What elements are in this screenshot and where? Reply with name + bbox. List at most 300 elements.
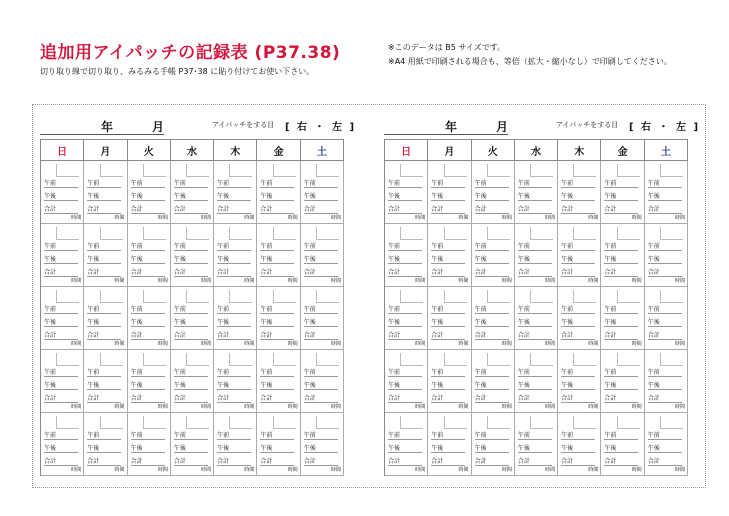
day-cell bbox=[472, 413, 515, 476]
date-box bbox=[316, 164, 339, 177]
day-cell bbox=[257, 224, 300, 287]
am-row: 午前 bbox=[431, 180, 465, 188]
pm-row: 午後 bbox=[648, 445, 682, 453]
date-box bbox=[186, 416, 209, 429]
hours-label: 時間 bbox=[114, 341, 125, 347]
pm-row: 午後 bbox=[604, 193, 638, 201]
total-row: 合計 bbox=[604, 269, 638, 277]
pm-row: 午後 bbox=[518, 193, 552, 201]
pm-row: 午後 bbox=[518, 319, 552, 327]
total-row: 合計 bbox=[44, 206, 78, 214]
pm-row: 午後 bbox=[518, 382, 552, 390]
total-row: 合計 bbox=[174, 458, 208, 466]
total-row: 合計 bbox=[87, 269, 121, 277]
eye-side-choice: [ 右 ・ 左 ] bbox=[285, 122, 357, 133]
hours-label: 時間 bbox=[631, 404, 642, 410]
pm-row: 午後 bbox=[604, 445, 638, 453]
calendar-header bbox=[384, 112, 701, 139]
date-box bbox=[186, 227, 209, 240]
am-row: 午前 bbox=[648, 180, 682, 188]
day-cell bbox=[214, 413, 257, 476]
day-cell bbox=[558, 413, 601, 476]
pm-row: 午後 bbox=[131, 319, 165, 327]
am-row: 午前 bbox=[131, 180, 165, 188]
month-label: 月 bbox=[152, 120, 165, 134]
day-cell bbox=[385, 413, 428, 476]
am-row: 午前 bbox=[87, 369, 121, 377]
am-row: 午前 bbox=[475, 369, 509, 377]
hours-label: 時間 bbox=[501, 404, 512, 410]
day-cell bbox=[171, 413, 214, 476]
pm-row: 午後 bbox=[174, 256, 208, 264]
am-row: 午前 bbox=[174, 180, 208, 188]
hours-label: 時間 bbox=[458, 467, 469, 473]
total-row: 合計 bbox=[648, 458, 682, 466]
pm-row: 午後 bbox=[304, 382, 338, 390]
hours-label: 時間 bbox=[114, 215, 125, 221]
year-label: 年 bbox=[445, 120, 458, 134]
day-cell bbox=[301, 350, 344, 413]
day-cell bbox=[472, 161, 515, 224]
hours-label: 時間 bbox=[588, 467, 599, 473]
date-box bbox=[400, 416, 423, 429]
pm-row: 午後 bbox=[431, 445, 465, 453]
pm-row: 午後 bbox=[604, 382, 638, 390]
total-row: 合計 bbox=[475, 332, 509, 340]
day-cell bbox=[515, 161, 558, 224]
day-cell bbox=[515, 224, 558, 287]
total-row: 合計 bbox=[388, 395, 422, 403]
day-cell bbox=[41, 224, 84, 287]
date-box bbox=[444, 290, 467, 303]
pm-row: 午後 bbox=[217, 256, 251, 264]
total-row: 合計 bbox=[260, 269, 294, 277]
hours-label: 時間 bbox=[114, 278, 125, 284]
total-row: 合計 bbox=[131, 269, 165, 277]
month-label: 月 bbox=[496, 120, 509, 134]
hours-label: 時間 bbox=[201, 341, 212, 347]
pm-row: 午後 bbox=[475, 319, 509, 327]
date-box bbox=[186, 290, 209, 303]
day-header: 金 bbox=[257, 140, 300, 161]
day-cell bbox=[515, 350, 558, 413]
total-row: 合計 bbox=[217, 395, 251, 403]
date-box bbox=[229, 416, 252, 429]
date-box bbox=[444, 416, 467, 429]
date-box bbox=[273, 353, 296, 366]
date-box bbox=[100, 416, 123, 429]
total-row: 合計 bbox=[604, 206, 638, 214]
am-row: 午前 bbox=[217, 243, 251, 251]
am-row: 午前 bbox=[475, 180, 509, 188]
total-row: 合計 bbox=[44, 332, 78, 340]
date-box bbox=[660, 416, 683, 429]
day-cell bbox=[601, 161, 644, 224]
total-row: 合計 bbox=[561, 269, 595, 277]
hours-label: 時間 bbox=[545, 404, 556, 410]
day-cell bbox=[301, 161, 344, 224]
eye-side-choice: [ 右 ・ 左 ] bbox=[629, 122, 701, 133]
day-cell bbox=[257, 287, 300, 350]
date-box bbox=[617, 290, 640, 303]
am-row: 午前 bbox=[431, 306, 465, 314]
day-cell bbox=[214, 224, 257, 287]
hours-label: 時間 bbox=[588, 341, 599, 347]
pm-row: 午後 bbox=[131, 382, 165, 390]
am-row: 午前 bbox=[648, 306, 682, 314]
date-box bbox=[100, 164, 123, 177]
day-header: 土 bbox=[301, 140, 344, 161]
am-row: 午前 bbox=[431, 432, 465, 440]
day-cell bbox=[385, 224, 428, 287]
date-box bbox=[660, 227, 683, 240]
total-row: 合計 bbox=[87, 332, 121, 340]
hours-label: 時間 bbox=[287, 341, 298, 347]
pm-row: 午後 bbox=[648, 382, 682, 390]
total-row: 合計 bbox=[131, 206, 165, 214]
calendar-left bbox=[40, 112, 357, 476]
pm-row: 午後 bbox=[604, 319, 638, 327]
day-cell bbox=[558, 224, 601, 287]
day-cell bbox=[558, 287, 601, 350]
hours-label: 時間 bbox=[287, 278, 298, 284]
total-row: 合計 bbox=[304, 206, 338, 214]
date-box bbox=[660, 290, 683, 303]
total-row: 合計 bbox=[131, 458, 165, 466]
date-box bbox=[316, 227, 339, 240]
date-box bbox=[229, 290, 252, 303]
day-header: 日 bbox=[41, 140, 84, 161]
pm-row: 午後 bbox=[604, 256, 638, 264]
total-row: 合計 bbox=[561, 206, 595, 214]
total-row: 合計 bbox=[648, 332, 682, 340]
hours-label: 時間 bbox=[674, 341, 685, 347]
day-cell bbox=[128, 161, 171, 224]
day-cell bbox=[84, 350, 127, 413]
day-cell bbox=[128, 413, 171, 476]
total-row: 合計 bbox=[87, 395, 121, 403]
pm-row: 午後 bbox=[87, 445, 121, 453]
day-cell bbox=[257, 413, 300, 476]
hours-label: 時間 bbox=[71, 467, 82, 473]
hours-label: 時間 bbox=[458, 278, 469, 284]
pm-row: 午後 bbox=[87, 382, 121, 390]
date-box bbox=[487, 353, 510, 366]
calendar-header bbox=[40, 112, 357, 139]
day-header: 火 bbox=[472, 140, 515, 161]
am-row: 午前 bbox=[561, 369, 595, 377]
date-box bbox=[56, 290, 79, 303]
am-row: 午前 bbox=[260, 369, 294, 377]
am-row: 午前 bbox=[260, 243, 294, 251]
day-cell bbox=[428, 224, 471, 287]
am-row: 午前 bbox=[217, 180, 251, 188]
day-cell bbox=[214, 161, 257, 224]
am-row: 午前 bbox=[518, 180, 552, 188]
date-box bbox=[487, 164, 510, 177]
pm-row: 午後 bbox=[131, 445, 165, 453]
am-row: 午前 bbox=[217, 432, 251, 440]
hours-label: 時間 bbox=[330, 341, 341, 347]
day-cell bbox=[385, 350, 428, 413]
hours-label: 時間 bbox=[458, 404, 469, 410]
day-cell bbox=[601, 413, 644, 476]
date-box bbox=[400, 353, 423, 366]
pm-row: 午後 bbox=[260, 382, 294, 390]
date-box bbox=[273, 290, 296, 303]
hours-label: 時間 bbox=[71, 341, 82, 347]
date-box bbox=[617, 353, 640, 366]
day-cell bbox=[128, 350, 171, 413]
am-row: 午前 bbox=[174, 369, 208, 377]
total-row: 合計 bbox=[304, 269, 338, 277]
am-row: 午前 bbox=[217, 306, 251, 314]
pm-row: 午後 bbox=[87, 319, 121, 327]
am-row: 午前 bbox=[561, 180, 595, 188]
am-row: 午前 bbox=[561, 306, 595, 314]
date-box bbox=[444, 164, 467, 177]
am-row: 午前 bbox=[518, 306, 552, 314]
hours-label: 時間 bbox=[330, 215, 341, 221]
hours-label: 時間 bbox=[201, 404, 212, 410]
date-box bbox=[617, 227, 640, 240]
hours-label: 時間 bbox=[287, 467, 298, 473]
am-row: 午前 bbox=[388, 369, 422, 377]
total-row: 合計 bbox=[388, 269, 422, 277]
total-row: 合計 bbox=[260, 395, 294, 403]
day-cell bbox=[257, 350, 300, 413]
pm-row: 午後 bbox=[304, 445, 338, 453]
year-month-field bbox=[384, 114, 508, 135]
day-header: 火 bbox=[128, 140, 171, 161]
total-row: 合計 bbox=[260, 332, 294, 340]
calendar-grid bbox=[384, 139, 688, 476]
day-cell bbox=[601, 350, 644, 413]
day-header: 月 bbox=[84, 140, 127, 161]
total-row: 合計 bbox=[304, 395, 338, 403]
am-row: 午前 bbox=[304, 369, 338, 377]
am-row: 午前 bbox=[131, 306, 165, 314]
date-box bbox=[100, 227, 123, 240]
am-row: 午前 bbox=[604, 180, 638, 188]
day-cell bbox=[645, 287, 688, 350]
date-box bbox=[100, 290, 123, 303]
pm-row: 午後 bbox=[87, 256, 121, 264]
hours-label: 時間 bbox=[545, 467, 556, 473]
pm-row: 午後 bbox=[174, 445, 208, 453]
date-box bbox=[56, 353, 79, 366]
day-header: 月 bbox=[428, 140, 471, 161]
date-box bbox=[143, 227, 166, 240]
day-cell bbox=[601, 287, 644, 350]
am-row: 午前 bbox=[44, 432, 78, 440]
day-cell bbox=[301, 413, 344, 476]
am-row: 午前 bbox=[604, 369, 638, 377]
hours-label: 時間 bbox=[674, 404, 685, 410]
date-box bbox=[273, 416, 296, 429]
date-box bbox=[400, 227, 423, 240]
day-cell bbox=[171, 224, 214, 287]
total-row: 合計 bbox=[87, 458, 121, 466]
hours-label: 時間 bbox=[157, 404, 168, 410]
am-row: 午前 bbox=[44, 180, 78, 188]
note-size: ※このデータは B5 サイズです。 bbox=[388, 43, 506, 52]
year-month-field bbox=[40, 114, 164, 135]
day-cell bbox=[214, 287, 257, 350]
am-row: 午前 bbox=[131, 369, 165, 377]
day-cell bbox=[515, 287, 558, 350]
pm-row: 午後 bbox=[260, 445, 294, 453]
hours-label: 時間 bbox=[244, 278, 255, 284]
hours-label: 時間 bbox=[287, 215, 298, 221]
am-row: 午前 bbox=[388, 180, 422, 188]
am-row: 午前 bbox=[304, 243, 338, 251]
hours-label: 時間 bbox=[588, 215, 599, 221]
am-row: 午前 bbox=[431, 369, 465, 377]
day-cell bbox=[41, 161, 84, 224]
am-row: 午前 bbox=[475, 306, 509, 314]
day-cell bbox=[645, 350, 688, 413]
hours-label: 時間 bbox=[157, 215, 168, 221]
date-box bbox=[229, 353, 252, 366]
date-box bbox=[530, 416, 553, 429]
total-row: 合計 bbox=[304, 332, 338, 340]
date-box bbox=[56, 164, 79, 177]
day-cell bbox=[171, 287, 214, 350]
hours-label: 時間 bbox=[501, 215, 512, 221]
hours-label: 時間 bbox=[501, 467, 512, 473]
day-header: 木 bbox=[558, 140, 601, 161]
hours-label: 時間 bbox=[71, 215, 82, 221]
date-box bbox=[186, 164, 209, 177]
pm-row: 午後 bbox=[44, 193, 78, 201]
calendar-grid bbox=[40, 139, 344, 476]
hours-label: 時間 bbox=[157, 278, 168, 284]
total-row: 合計 bbox=[431, 332, 465, 340]
day-cell bbox=[214, 350, 257, 413]
day-cell bbox=[515, 413, 558, 476]
hours-label: 時間 bbox=[244, 341, 255, 347]
hours-label: 時間 bbox=[501, 341, 512, 347]
day-cell bbox=[645, 161, 688, 224]
am-row: 午前 bbox=[44, 369, 78, 377]
day-header: 水 bbox=[171, 140, 214, 161]
hours-label: 時間 bbox=[415, 404, 426, 410]
total-row: 合計 bbox=[561, 332, 595, 340]
date-box bbox=[573, 290, 596, 303]
total-row: 合計 bbox=[174, 395, 208, 403]
pm-row: 午後 bbox=[174, 319, 208, 327]
page-title: 追加用アイパッチの記録表 (P37.38) bbox=[40, 43, 341, 63]
hours-label: 時間 bbox=[157, 341, 168, 347]
hours-label: 時間 bbox=[588, 404, 599, 410]
pm-row: 午後 bbox=[131, 256, 165, 264]
day-cell bbox=[472, 224, 515, 287]
am-row: 午前 bbox=[304, 432, 338, 440]
date-box bbox=[273, 227, 296, 240]
total-row: 合計 bbox=[561, 395, 595, 403]
date-box bbox=[487, 227, 510, 240]
pm-row: 午後 bbox=[475, 256, 509, 264]
calendar-right bbox=[384, 112, 701, 476]
day-cell bbox=[41, 287, 84, 350]
am-row: 午前 bbox=[388, 432, 422, 440]
am-row: 午前 bbox=[561, 432, 595, 440]
hours-label: 時間 bbox=[631, 341, 642, 347]
total-row: 合計 bbox=[648, 206, 682, 214]
day-header: 土 bbox=[645, 140, 688, 161]
day-header: 日 bbox=[385, 140, 428, 161]
am-row: 午前 bbox=[388, 306, 422, 314]
total-row: 合計 bbox=[518, 458, 552, 466]
hours-label: 時間 bbox=[330, 278, 341, 284]
am-row: 午前 bbox=[174, 306, 208, 314]
am-row: 午前 bbox=[648, 243, 682, 251]
date-box bbox=[56, 416, 79, 429]
date-box bbox=[617, 164, 640, 177]
pm-row: 午後 bbox=[388, 445, 422, 453]
date-box bbox=[56, 227, 79, 240]
day-cell bbox=[558, 350, 601, 413]
pm-row: 午後 bbox=[388, 256, 422, 264]
date-box bbox=[316, 416, 339, 429]
total-row: 合計 bbox=[475, 206, 509, 214]
am-row: 午前 bbox=[648, 432, 682, 440]
date-box bbox=[316, 353, 339, 366]
hours-label: 時間 bbox=[201, 278, 212, 284]
total-row: 合計 bbox=[388, 206, 422, 214]
instructions: 切り取り線で切り取り、みるみる手帳 P37･38 に貼り付けてお使い下さい。 bbox=[40, 67, 315, 76]
pm-row: 午後 bbox=[260, 319, 294, 327]
pm-row: 午後 bbox=[431, 256, 465, 264]
am-row: 午前 bbox=[604, 432, 638, 440]
hours-label: 時間 bbox=[415, 215, 426, 221]
date-box bbox=[143, 353, 166, 366]
hours-label: 時間 bbox=[545, 215, 556, 221]
total-row: 合計 bbox=[604, 332, 638, 340]
day-cell bbox=[601, 224, 644, 287]
total-row: 合計 bbox=[44, 269, 78, 277]
pm-row: 午後 bbox=[388, 193, 422, 201]
pm-row: 午後 bbox=[561, 256, 595, 264]
note-print: ※A4 用紙で印刷される場合も、等倍（拡大・縮小なし）で印刷してください。 bbox=[388, 57, 672, 66]
total-row: 合計 bbox=[648, 395, 682, 403]
pm-row: 午後 bbox=[475, 445, 509, 453]
date-box bbox=[530, 227, 553, 240]
day-cell bbox=[428, 161, 471, 224]
hours-label: 時間 bbox=[588, 278, 599, 284]
pm-row: 午後 bbox=[431, 193, 465, 201]
hours-label: 時間 bbox=[114, 467, 125, 473]
day-cell bbox=[257, 161, 300, 224]
am-row: 午前 bbox=[87, 306, 121, 314]
date-box bbox=[273, 164, 296, 177]
am-row: 午前 bbox=[87, 432, 121, 440]
total-row: 合計 bbox=[217, 269, 251, 277]
patch-eye-label: アイパッチをする目 bbox=[212, 121, 275, 129]
hours-label: 時間 bbox=[415, 278, 426, 284]
day-cell bbox=[428, 413, 471, 476]
date-box bbox=[487, 290, 510, 303]
hours-label: 時間 bbox=[631, 278, 642, 284]
total-row: 合計 bbox=[304, 458, 338, 466]
date-box bbox=[143, 416, 166, 429]
total-row: 合計 bbox=[431, 458, 465, 466]
total-row: 合計 bbox=[174, 269, 208, 277]
am-row: 午前 bbox=[217, 369, 251, 377]
pm-row: 午後 bbox=[648, 319, 682, 327]
date-box bbox=[400, 164, 423, 177]
